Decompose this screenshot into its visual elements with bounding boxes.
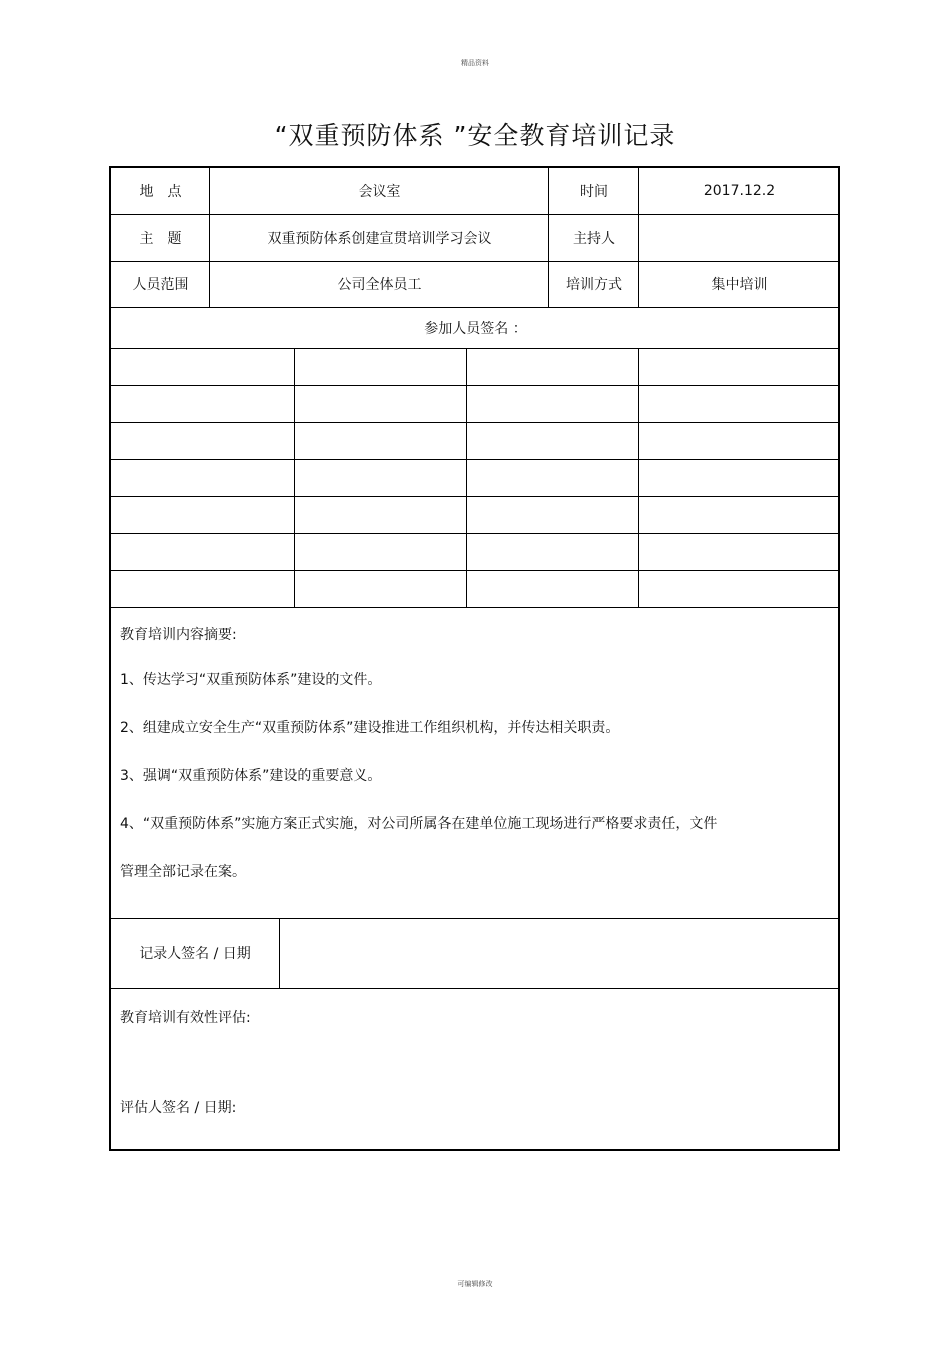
footer-note: 可编辑修改: [457, 1280, 493, 1288]
recorder-label: 记录人签名 / 日期: [139, 946, 251, 962]
evaluation-heading: 教育培训有效性评估:: [120, 1010, 251, 1026]
summary-item-1: 1、传达学习“双重预防体系”建设的文件。: [120, 672, 382, 688]
time-label: 时间: [580, 184, 608, 200]
topic-label: 主 题: [139, 230, 182, 247]
summary-item-4-cont: 管理全部记录在案。: [120, 864, 246, 880]
topic-value: 双重预防体系创建宣贯培训学习会议: [267, 230, 492, 247]
scope-label: 人员范围: [132, 277, 189, 293]
summary-heading: 教育培训内容摘要:: [120, 627, 237, 643]
summary-item-3: 3、强调“双重预防体系”建设的重要意义。: [120, 768, 382, 784]
host-label: 主持人: [573, 230, 615, 247]
evaluator-signature-label: 评估人签名 / 日期:: [120, 1100, 237, 1116]
attendees-label: 参加人员签名 ：: [424, 320, 527, 337]
scope-value: 公司全体员工: [337, 277, 422, 293]
page-title: “双重预防体系 ”安全教育培训记录: [274, 121, 676, 150]
time-value: 2017.12.2: [703, 183, 776, 199]
summary-item-2: 2、组建成立安全生产“双重预防体系”建设推进工作组织机构，并传达相关职责。: [120, 720, 620, 736]
location-value: 会议室: [358, 184, 401, 200]
training-record-form: [109, 166, 840, 1151]
host-value: [639, 214, 840, 261]
method-value: 集中培训: [711, 277, 768, 293]
recorder-signature: [280, 918, 840, 988]
signature-grid: [111, 348, 840, 607]
method-label: 培训方式: [566, 277, 622, 293]
location-label: 地 点: [139, 184, 182, 200]
header-note: 精品资料: [461, 59, 489, 67]
summary-item-4: 4、“双重预防体系”实施方案正式实施，对公司所属各在建单位施工现场进行严格要求责任，文件: [120, 816, 718, 832]
